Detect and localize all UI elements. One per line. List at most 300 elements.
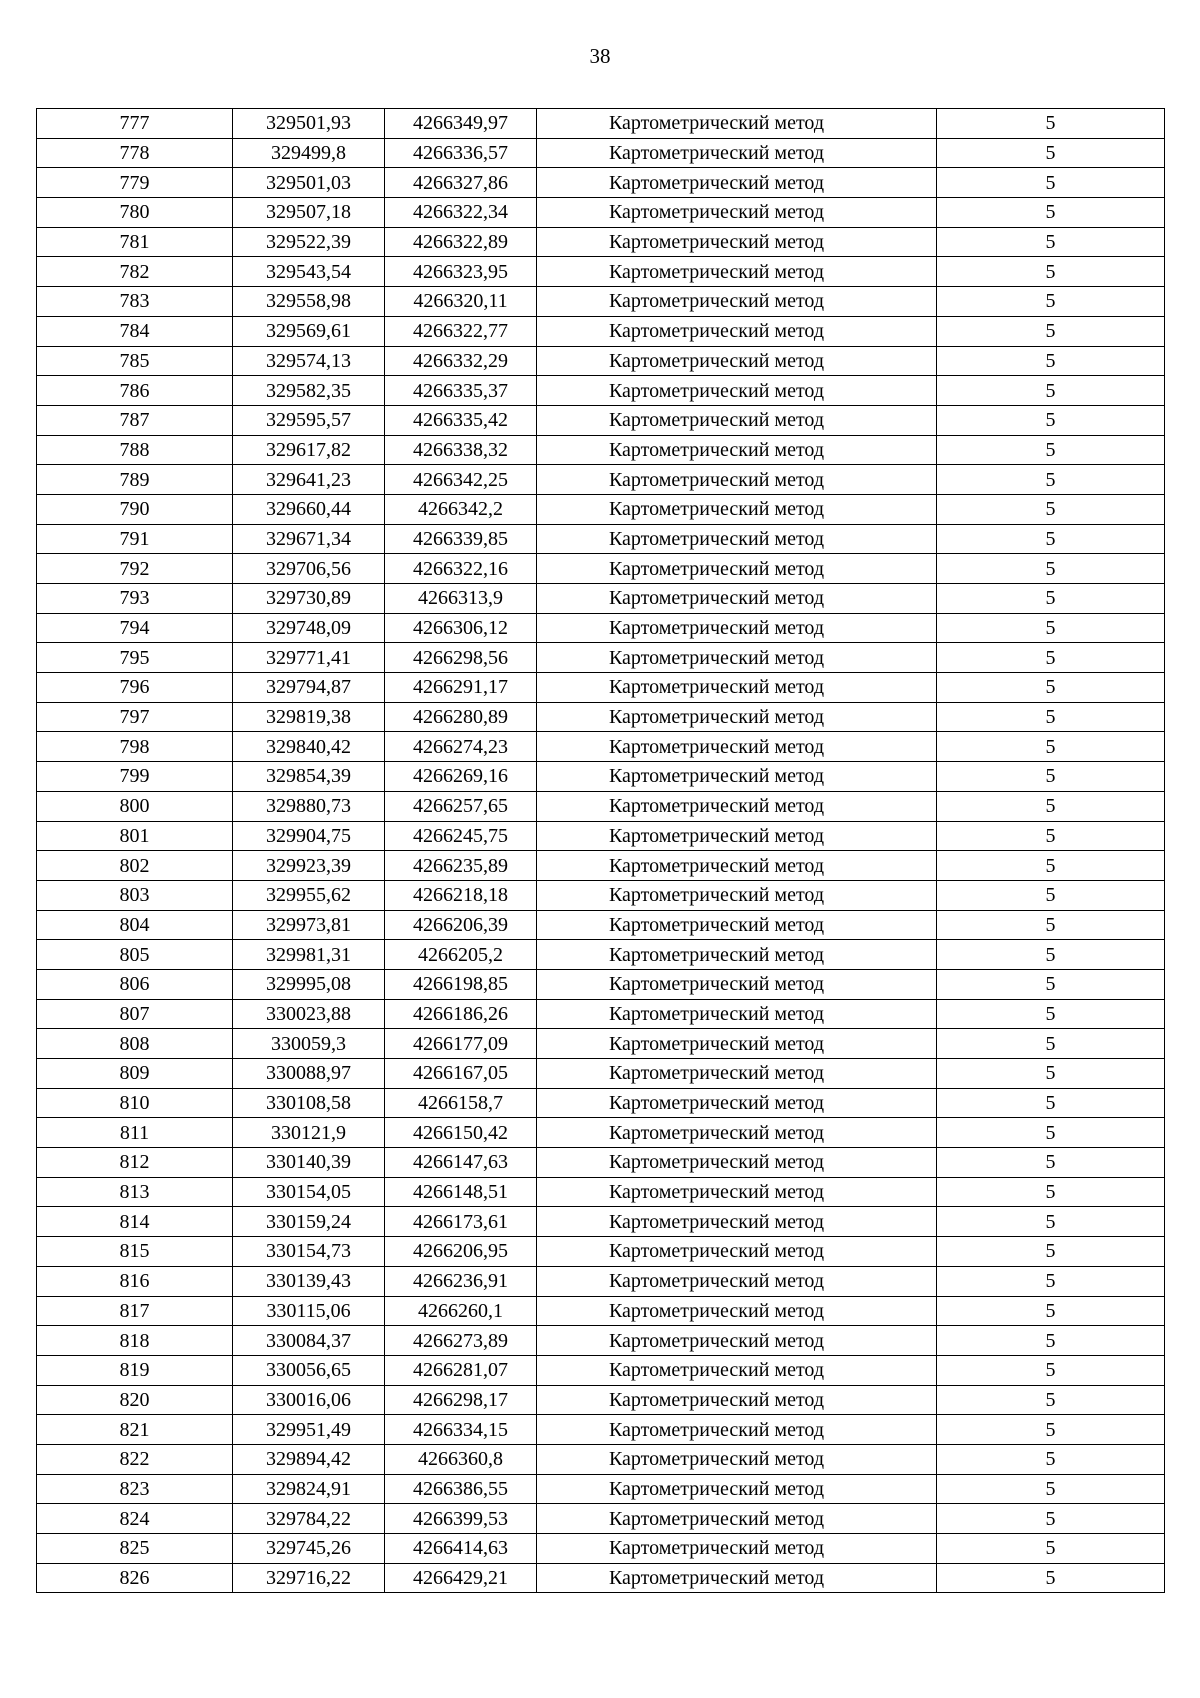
coordinate-y-cell: 4266281,07 bbox=[385, 1355, 537, 1385]
method-cell: Картометрический метод bbox=[537, 821, 937, 851]
table-row bbox=[37, 1355, 1165, 1385]
method-cell: Картометрический метод bbox=[537, 1385, 937, 1415]
accuracy-cell: 5 bbox=[937, 346, 1165, 376]
point-number-cell: 787 bbox=[37, 405, 233, 435]
method-cell: Картометрический метод bbox=[537, 1534, 937, 1564]
table-row bbox=[37, 584, 1165, 614]
coordinate-x-cell: 329671,34 bbox=[233, 524, 385, 554]
accuracy-cell: 5 bbox=[937, 1148, 1165, 1178]
point-number-cell: 822 bbox=[37, 1444, 233, 1474]
coordinate-y-cell: 4266349,97 bbox=[385, 109, 537, 139]
accuracy-cell: 5 bbox=[937, 1326, 1165, 1356]
point-number-cell: 805 bbox=[37, 940, 233, 970]
coordinate-x-cell: 329840,42 bbox=[233, 732, 385, 762]
accuracy-cell: 5 bbox=[937, 1029, 1165, 1059]
coordinate-y-cell: 4266322,34 bbox=[385, 198, 537, 228]
coordinate-x-cell: 330154,73 bbox=[233, 1237, 385, 1267]
point-number-cell: 809 bbox=[37, 1059, 233, 1089]
coordinate-y-cell: 4266235,89 bbox=[385, 851, 537, 881]
accuracy-cell: 5 bbox=[937, 1504, 1165, 1534]
accuracy-cell: 5 bbox=[937, 613, 1165, 643]
coordinate-x-cell: 330088,97 bbox=[233, 1059, 385, 1089]
point-number-cell: 790 bbox=[37, 494, 233, 524]
coordinate-x-cell: 330139,43 bbox=[233, 1266, 385, 1296]
coordinate-y-cell: 4266306,12 bbox=[385, 613, 537, 643]
coordinate-y-cell: 4266332,29 bbox=[385, 346, 537, 376]
coordinate-x-cell: 329794,87 bbox=[233, 673, 385, 703]
coordinate-y-cell: 4266167,05 bbox=[385, 1059, 537, 1089]
point-number-cell: 818 bbox=[37, 1326, 233, 1356]
accuracy-cell: 5 bbox=[937, 1266, 1165, 1296]
accuracy-cell: 5 bbox=[937, 287, 1165, 317]
coordinate-y-cell: 4266186,26 bbox=[385, 999, 537, 1029]
table-row bbox=[37, 1504, 1165, 1534]
coordinate-y-cell: 4266245,75 bbox=[385, 821, 537, 851]
method-cell: Картометрический метод bbox=[537, 138, 937, 168]
coordinate-y-cell: 4266298,17 bbox=[385, 1385, 537, 1415]
coordinate-x-cell: 329569,61 bbox=[233, 316, 385, 346]
coordinate-x-cell: 329951,49 bbox=[233, 1415, 385, 1445]
method-cell: Картометрический метод bbox=[537, 1148, 937, 1178]
point-number-cell: 780 bbox=[37, 198, 233, 228]
point-number-cell: 792 bbox=[37, 554, 233, 584]
method-cell: Картометрический метод bbox=[537, 1029, 937, 1059]
method-cell: Картометрический метод bbox=[537, 999, 937, 1029]
table-row bbox=[37, 1237, 1165, 1267]
table-row bbox=[37, 969, 1165, 999]
table-row bbox=[37, 1059, 1165, 1089]
coordinate-x-cell: 330140,39 bbox=[233, 1148, 385, 1178]
method-cell: Картометрический метод bbox=[537, 554, 937, 584]
point-number-cell: 810 bbox=[37, 1088, 233, 1118]
coordinate-x-cell: 329706,56 bbox=[233, 554, 385, 584]
table-row bbox=[37, 198, 1165, 228]
table-row bbox=[37, 1296, 1165, 1326]
coordinates-table-body bbox=[37, 109, 1165, 1593]
coordinate-y-cell: 4266198,85 bbox=[385, 969, 537, 999]
method-cell: Картометрический метод bbox=[537, 969, 937, 999]
table-row bbox=[37, 465, 1165, 495]
method-cell: Картометрический метод bbox=[537, 1296, 937, 1326]
table-row bbox=[37, 732, 1165, 762]
table-row bbox=[37, 109, 1165, 139]
point-number-cell: 826 bbox=[37, 1563, 233, 1593]
point-number-cell: 807 bbox=[37, 999, 233, 1029]
coordinate-y-cell: 4266386,55 bbox=[385, 1474, 537, 1504]
method-cell: Картометрический метод bbox=[537, 346, 937, 376]
table-row bbox=[37, 1415, 1165, 1445]
point-number-cell: 823 bbox=[37, 1474, 233, 1504]
point-number-cell: 784 bbox=[37, 316, 233, 346]
coordinate-x-cell: 329784,22 bbox=[233, 1504, 385, 1534]
point-number-cell: 786 bbox=[37, 376, 233, 406]
method-cell: Картометрический метод bbox=[537, 762, 937, 792]
coordinate-y-cell: 4266323,95 bbox=[385, 257, 537, 287]
coordinate-x-cell: 329748,09 bbox=[233, 613, 385, 643]
coordinate-y-cell: 4266205,2 bbox=[385, 940, 537, 970]
accuracy-cell: 5 bbox=[937, 1237, 1165, 1267]
table-row bbox=[37, 376, 1165, 406]
coordinate-x-cell: 329617,82 bbox=[233, 435, 385, 465]
table-row bbox=[37, 999, 1165, 1029]
accuracy-cell: 5 bbox=[937, 168, 1165, 198]
coordinate-y-cell: 4266291,17 bbox=[385, 673, 537, 703]
method-cell: Картометрический метод bbox=[537, 1177, 937, 1207]
accuracy-cell: 5 bbox=[937, 821, 1165, 851]
accuracy-cell: 5 bbox=[937, 702, 1165, 732]
accuracy-cell: 5 bbox=[937, 257, 1165, 287]
coordinate-y-cell: 4266342,25 bbox=[385, 465, 537, 495]
coordinate-x-cell: 329501,03 bbox=[233, 168, 385, 198]
coordinate-x-cell: 329923,39 bbox=[233, 851, 385, 881]
coordinate-y-cell: 4266218,18 bbox=[385, 880, 537, 910]
table-row bbox=[37, 435, 1165, 465]
point-number-cell: 800 bbox=[37, 791, 233, 821]
point-number-cell: 797 bbox=[37, 702, 233, 732]
point-number-cell: 791 bbox=[37, 524, 233, 554]
accuracy-cell: 5 bbox=[937, 584, 1165, 614]
coordinate-x-cell: 330023,88 bbox=[233, 999, 385, 1029]
method-cell: Картометрический метод bbox=[537, 227, 937, 257]
coordinate-x-cell: 330159,24 bbox=[233, 1207, 385, 1237]
coordinate-y-cell: 4266206,39 bbox=[385, 910, 537, 940]
coordinate-x-cell: 330056,65 bbox=[233, 1355, 385, 1385]
point-number-cell: 804 bbox=[37, 910, 233, 940]
coordinate-y-cell: 4266335,37 bbox=[385, 376, 537, 406]
coordinate-x-cell: 329507,18 bbox=[233, 198, 385, 228]
point-number-cell: 795 bbox=[37, 643, 233, 673]
coordinate-x-cell: 329819,38 bbox=[233, 702, 385, 732]
table-row bbox=[37, 821, 1165, 851]
point-number-cell: 788 bbox=[37, 435, 233, 465]
coordinate-x-cell: 330059,3 bbox=[233, 1029, 385, 1059]
table-row bbox=[37, 316, 1165, 346]
coordinate-x-cell: 329981,31 bbox=[233, 940, 385, 970]
table-row bbox=[37, 1088, 1165, 1118]
accuracy-cell: 5 bbox=[937, 1059, 1165, 1089]
accuracy-cell: 5 bbox=[937, 1296, 1165, 1326]
accuracy-cell: 5 bbox=[937, 376, 1165, 406]
table-row bbox=[37, 1118, 1165, 1148]
point-number-cell: 802 bbox=[37, 851, 233, 881]
accuracy-cell: 5 bbox=[937, 1355, 1165, 1385]
point-number-cell: 816 bbox=[37, 1266, 233, 1296]
point-number-cell: 806 bbox=[37, 969, 233, 999]
coordinate-y-cell: 4266322,89 bbox=[385, 227, 537, 257]
coordinate-x-cell: 329771,41 bbox=[233, 643, 385, 673]
coordinate-x-cell: 329955,62 bbox=[233, 880, 385, 910]
coordinates-table bbox=[36, 108, 1165, 1593]
coordinate-x-cell: 330108,58 bbox=[233, 1088, 385, 1118]
coordinate-y-cell: 4266206,95 bbox=[385, 1237, 537, 1267]
point-number-cell: 814 bbox=[37, 1207, 233, 1237]
coordinate-y-cell: 4266313,9 bbox=[385, 584, 537, 614]
method-cell: Картометрический метод bbox=[537, 910, 937, 940]
table-row bbox=[37, 1029, 1165, 1059]
coordinate-y-cell: 4266360,8 bbox=[385, 1444, 537, 1474]
method-cell: Картометрический метод bbox=[537, 287, 937, 317]
method-cell: Картометрический метод bbox=[537, 1059, 937, 1089]
point-number-cell: 803 bbox=[37, 880, 233, 910]
method-cell: Картометрический метод bbox=[537, 405, 937, 435]
coordinate-x-cell: 330115,06 bbox=[233, 1296, 385, 1326]
table-row bbox=[37, 494, 1165, 524]
accuracy-cell: 5 bbox=[937, 732, 1165, 762]
coordinate-x-cell: 329973,81 bbox=[233, 910, 385, 940]
table-row bbox=[37, 287, 1165, 317]
method-cell: Картометрический метод bbox=[537, 791, 937, 821]
point-number-cell: 789 bbox=[37, 465, 233, 495]
method-cell: Картометрический метод bbox=[537, 584, 937, 614]
accuracy-cell: 5 bbox=[937, 1534, 1165, 1564]
point-number-cell: 820 bbox=[37, 1385, 233, 1415]
coordinate-x-cell: 329522,39 bbox=[233, 227, 385, 257]
coordinate-x-cell: 329854,39 bbox=[233, 762, 385, 792]
table-row bbox=[37, 1207, 1165, 1237]
coordinate-x-cell: 329574,13 bbox=[233, 346, 385, 376]
coordinate-y-cell: 4266335,42 bbox=[385, 405, 537, 435]
coordinate-x-cell: 329730,89 bbox=[233, 584, 385, 614]
table-row bbox=[37, 791, 1165, 821]
coordinate-x-cell: 329880,73 bbox=[233, 791, 385, 821]
table-row bbox=[37, 138, 1165, 168]
accuracy-cell: 5 bbox=[937, 1444, 1165, 1474]
accuracy-cell: 5 bbox=[937, 673, 1165, 703]
coordinate-x-cell: 330154,05 bbox=[233, 1177, 385, 1207]
point-number-cell: 798 bbox=[37, 732, 233, 762]
table-row bbox=[37, 643, 1165, 673]
coordinate-y-cell: 4266158,7 bbox=[385, 1088, 537, 1118]
table-row bbox=[37, 1177, 1165, 1207]
method-cell: Картометрический метод bbox=[537, 524, 937, 554]
coordinate-y-cell: 4266177,09 bbox=[385, 1029, 537, 1059]
point-number-cell: 815 bbox=[37, 1237, 233, 1267]
coordinate-y-cell: 4266257,65 bbox=[385, 791, 537, 821]
accuracy-cell: 5 bbox=[937, 762, 1165, 792]
coordinate-x-cell: 329745,26 bbox=[233, 1534, 385, 1564]
method-cell: Картометрический метод bbox=[537, 1118, 937, 1148]
table-row bbox=[37, 1563, 1165, 1593]
coordinate-y-cell: 4266327,86 bbox=[385, 168, 537, 198]
coordinate-y-cell: 4266280,89 bbox=[385, 702, 537, 732]
method-cell: Картометрический метод bbox=[537, 1415, 937, 1445]
coordinate-x-cell: 329660,44 bbox=[233, 494, 385, 524]
method-cell: Картометрический метод bbox=[537, 1237, 937, 1267]
coordinate-y-cell: 4266338,32 bbox=[385, 435, 537, 465]
table-row bbox=[37, 613, 1165, 643]
table-row bbox=[37, 1148, 1165, 1178]
accuracy-cell: 5 bbox=[937, 791, 1165, 821]
method-cell: Картометрический метод bbox=[537, 1266, 937, 1296]
table-row bbox=[37, 851, 1165, 881]
coordinate-y-cell: 4266342,2 bbox=[385, 494, 537, 524]
point-number-cell: 777 bbox=[37, 109, 233, 139]
accuracy-cell: 5 bbox=[937, 1088, 1165, 1118]
coordinate-y-cell: 4266414,63 bbox=[385, 1534, 537, 1564]
accuracy-cell: 5 bbox=[937, 851, 1165, 881]
coordinate-y-cell: 4266334,15 bbox=[385, 1415, 537, 1445]
coordinate-y-cell: 4266147,63 bbox=[385, 1148, 537, 1178]
accuracy-cell: 5 bbox=[937, 494, 1165, 524]
method-cell: Картометрический метод bbox=[537, 109, 937, 139]
method-cell: Картометрический метод bbox=[537, 1504, 937, 1534]
point-number-cell: 796 bbox=[37, 673, 233, 703]
coordinate-x-cell: 329558,98 bbox=[233, 287, 385, 317]
accuracy-cell: 5 bbox=[937, 1385, 1165, 1415]
method-cell: Картометрический метод bbox=[537, 643, 937, 673]
accuracy-cell: 5 bbox=[937, 1177, 1165, 1207]
point-number-cell: 821 bbox=[37, 1415, 233, 1445]
point-number-cell: 824 bbox=[37, 1504, 233, 1534]
coordinate-x-cell: 330084,37 bbox=[233, 1326, 385, 1356]
accuracy-cell: 5 bbox=[937, 109, 1165, 139]
coordinate-y-cell: 4266236,91 bbox=[385, 1266, 537, 1296]
table-row bbox=[37, 257, 1165, 287]
coordinate-y-cell: 4266322,16 bbox=[385, 554, 537, 584]
point-number-cell: 778 bbox=[37, 138, 233, 168]
coordinate-y-cell: 4266298,56 bbox=[385, 643, 537, 673]
method-cell: Картометрический метод bbox=[537, 1355, 937, 1385]
point-number-cell: 813 bbox=[37, 1177, 233, 1207]
coordinate-x-cell: 329501,93 bbox=[233, 109, 385, 139]
coordinate-x-cell: 329595,57 bbox=[233, 405, 385, 435]
point-number-cell: 808 bbox=[37, 1029, 233, 1059]
method-cell: Картометрический метод bbox=[537, 494, 937, 524]
accuracy-cell: 5 bbox=[937, 405, 1165, 435]
point-number-cell: 819 bbox=[37, 1355, 233, 1385]
table-row bbox=[37, 702, 1165, 732]
table-row bbox=[37, 880, 1165, 910]
method-cell: Картометрический метод bbox=[537, 732, 937, 762]
coordinate-y-cell: 4266273,89 bbox=[385, 1326, 537, 1356]
point-number-cell: 801 bbox=[37, 821, 233, 851]
point-number-cell: 794 bbox=[37, 613, 233, 643]
method-cell: Картометрический метод bbox=[537, 940, 937, 970]
coordinate-y-cell: 4266336,57 bbox=[385, 138, 537, 168]
point-number-cell: 783 bbox=[37, 287, 233, 317]
coordinate-y-cell: 4266429,21 bbox=[385, 1563, 537, 1593]
coordinate-x-cell: 329582,35 bbox=[233, 376, 385, 406]
table-row bbox=[37, 1266, 1165, 1296]
method-cell: Картометрический метод bbox=[537, 376, 937, 406]
coordinate-y-cell: 4266148,51 bbox=[385, 1177, 537, 1207]
point-number-cell: 811 bbox=[37, 1118, 233, 1148]
method-cell: Картометрический метод bbox=[537, 316, 937, 346]
accuracy-cell: 5 bbox=[937, 198, 1165, 228]
coordinate-y-cell: 4266322,77 bbox=[385, 316, 537, 346]
table-row bbox=[37, 227, 1165, 257]
coordinate-x-cell: 329716,22 bbox=[233, 1563, 385, 1593]
accuracy-cell: 5 bbox=[937, 880, 1165, 910]
table-row bbox=[37, 168, 1165, 198]
accuracy-cell: 5 bbox=[937, 940, 1165, 970]
coordinate-y-cell: 4266150,42 bbox=[385, 1118, 537, 1148]
method-cell: Картометрический метод bbox=[537, 673, 937, 703]
point-number-cell: 793 bbox=[37, 584, 233, 614]
coordinate-x-cell: 329904,75 bbox=[233, 821, 385, 851]
coordinate-x-cell: 329995,08 bbox=[233, 969, 385, 999]
coordinate-x-cell: 329499,8 bbox=[233, 138, 385, 168]
table-row bbox=[37, 1474, 1165, 1504]
accuracy-cell: 5 bbox=[937, 554, 1165, 584]
table-row bbox=[37, 346, 1165, 376]
point-number-cell: 782 bbox=[37, 257, 233, 287]
table-row bbox=[37, 1385, 1165, 1415]
accuracy-cell: 5 bbox=[937, 643, 1165, 673]
accuracy-cell: 5 bbox=[937, 465, 1165, 495]
table-row bbox=[37, 1534, 1165, 1564]
method-cell: Картометрический метод bbox=[537, 1563, 937, 1593]
method-cell: Картометрический метод bbox=[537, 613, 937, 643]
table-row bbox=[37, 762, 1165, 792]
method-cell: Картометрический метод bbox=[537, 198, 937, 228]
point-number-cell: 799 bbox=[37, 762, 233, 792]
accuracy-cell: 5 bbox=[937, 999, 1165, 1029]
method-cell: Картометрический метод bbox=[537, 851, 937, 881]
accuracy-cell: 5 bbox=[937, 1563, 1165, 1593]
point-number-cell: 812 bbox=[37, 1148, 233, 1178]
coordinate-x-cell: 329543,54 bbox=[233, 257, 385, 287]
table-row bbox=[37, 554, 1165, 584]
method-cell: Картометрический метод bbox=[537, 702, 937, 732]
point-number-cell: 817 bbox=[37, 1296, 233, 1326]
accuracy-cell: 5 bbox=[937, 1415, 1165, 1445]
method-cell: Картометрический метод bbox=[537, 1088, 937, 1118]
accuracy-cell: 5 bbox=[937, 316, 1165, 346]
page-number: 38 bbox=[589, 44, 611, 68]
coordinate-x-cell: 329824,91 bbox=[233, 1474, 385, 1504]
coordinate-x-cell: 330121,9 bbox=[233, 1118, 385, 1148]
coordinate-x-cell: 329641,23 bbox=[233, 465, 385, 495]
accuracy-cell: 5 bbox=[937, 1207, 1165, 1237]
accuracy-cell: 5 bbox=[937, 227, 1165, 257]
table-row bbox=[37, 1326, 1165, 1356]
coordinate-x-cell: 329894,42 bbox=[233, 1444, 385, 1474]
method-cell: Картометрический метод bbox=[537, 168, 937, 198]
table-row bbox=[37, 673, 1165, 703]
table-row bbox=[37, 1444, 1165, 1474]
table-row bbox=[37, 524, 1165, 554]
method-cell: Картометрический метод bbox=[537, 257, 937, 287]
method-cell: Картометрический метод bbox=[537, 880, 937, 910]
coordinate-y-cell: 4266399,53 bbox=[385, 1504, 537, 1534]
point-number-cell: 779 bbox=[37, 168, 233, 198]
method-cell: Картометрический метод bbox=[537, 1444, 937, 1474]
table-row bbox=[37, 940, 1165, 970]
point-number-cell: 781 bbox=[37, 227, 233, 257]
accuracy-cell: 5 bbox=[937, 1118, 1165, 1148]
coordinate-y-cell: 4266274,23 bbox=[385, 732, 537, 762]
coordinate-y-cell: 4266269,16 bbox=[385, 762, 537, 792]
method-cell: Картометрический метод bbox=[537, 1326, 937, 1356]
coordinate-y-cell: 4266320,11 bbox=[385, 287, 537, 317]
coordinate-y-cell: 4266173,61 bbox=[385, 1207, 537, 1237]
accuracy-cell: 5 bbox=[937, 435, 1165, 465]
method-cell: Картометрический метод bbox=[537, 465, 937, 495]
point-number-cell: 785 bbox=[37, 346, 233, 376]
table-row bbox=[37, 405, 1165, 435]
coordinate-y-cell: 4266339,85 bbox=[385, 524, 537, 554]
method-cell: Картометрический метод bbox=[537, 435, 937, 465]
method-cell: Картометрический метод bbox=[537, 1474, 937, 1504]
accuracy-cell: 5 bbox=[937, 1474, 1165, 1504]
method-cell: Картометрический метод bbox=[537, 1207, 937, 1237]
accuracy-cell: 5 bbox=[937, 910, 1165, 940]
table-row bbox=[37, 910, 1165, 940]
accuracy-cell: 5 bbox=[937, 138, 1165, 168]
coordinate-y-cell: 4266260,1 bbox=[385, 1296, 537, 1326]
accuracy-cell: 5 bbox=[937, 524, 1165, 554]
